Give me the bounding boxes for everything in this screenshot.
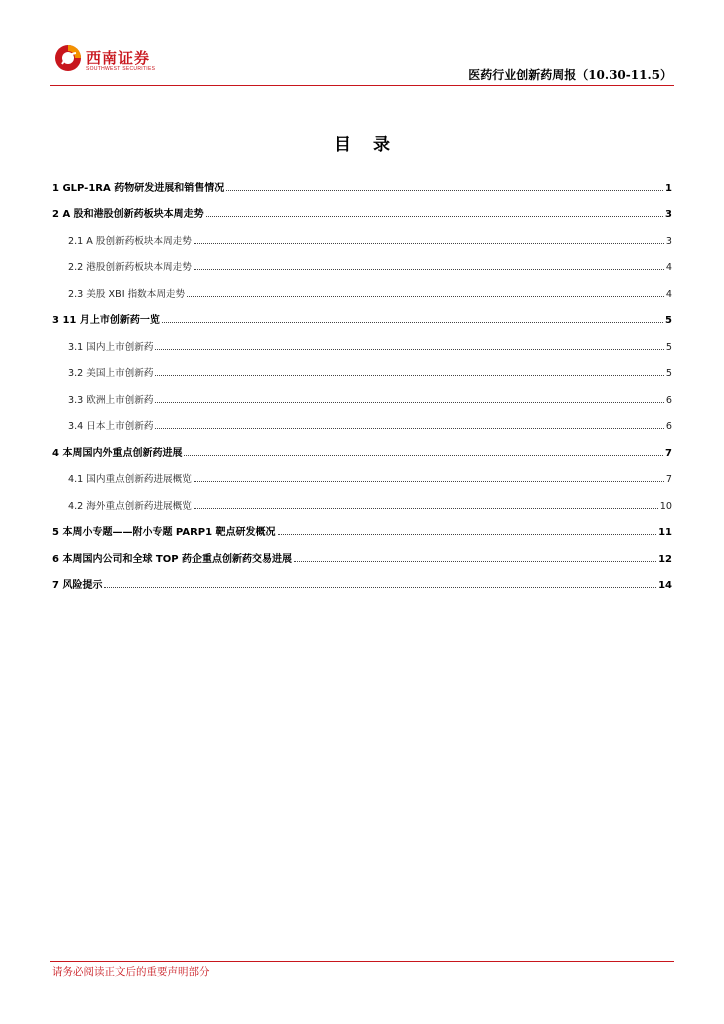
toc-leader-dots <box>155 402 663 403</box>
toc-entry-label: 4.2 海外重点创新药进展概览 <box>68 500 192 512</box>
toc-entry-label: 2.2 港股创新药板块本周走势 <box>68 262 192 273</box>
toc-entry-page: 6 <box>665 421 672 432</box>
toc-entry-page: 3 <box>665 235 672 247</box>
toc-entry-page: 6 <box>665 394 672 406</box>
toc-entry[interactable] <box>52 436 672 463</box>
toc-entry-label: 4 本周国内外重点创新药进展 <box>52 447 183 459</box>
toc-entry[interactable] <box>52 569 672 596</box>
toc-entry[interactable] <box>52 330 672 357</box>
disclaimer-notice: 请务必阅读正文后的重要声明部分 <box>52 966 210 978</box>
toc-entry-label: 3 11 月上市创新药一览 <box>52 315 160 326</box>
toc-entry[interactable] <box>52 463 672 490</box>
toc-entry-label: 2.1 A 股创新药板块本周走势 <box>68 235 192 247</box>
toc-entry-page: 4 <box>665 262 672 273</box>
toc-entry[interactable] <box>52 357 672 384</box>
toc-entry-page: 5 <box>665 341 672 353</box>
toc-entry[interactable] <box>52 251 672 278</box>
toc-entry-label: 1 GLP-1RA 药物研发进展和销售情况 <box>52 182 225 194</box>
table-of-contents <box>52 171 672 595</box>
toc-entry-label: 3.2 美国上市创新药 <box>68 368 154 379</box>
company-logo-icon <box>54 44 82 72</box>
toc-leader-dots <box>155 375 663 376</box>
toc-leader-dots <box>294 561 656 562</box>
toc-leader-dots <box>104 587 656 588</box>
toc-entry-page: 5 <box>665 368 672 379</box>
toc-entry-label: 2.3 美股 XBI 指数本周走势 <box>68 288 186 300</box>
toc-entry-label: 3.1 国内上市创新药 <box>68 341 154 353</box>
toc-entry[interactable] <box>52 489 672 516</box>
toc-leader-dots <box>184 455 663 456</box>
toc-entry-page: 7 <box>665 474 672 485</box>
toc-entry[interactable] <box>52 198 672 225</box>
toc-entry-page: 14 <box>658 580 672 591</box>
toc-entry-label: 3.3 欧洲上市创新药 <box>68 394 154 406</box>
toc-entry[interactable] <box>52 383 672 410</box>
toc-entry-label: 3.4 日本上市创新药 <box>68 421 154 432</box>
toc-entry-page: 3 <box>665 209 672 220</box>
toc-leader-dots <box>194 481 664 482</box>
logo-chinese-name: 西南证券 <box>86 49 151 67</box>
toc-leader-dots <box>278 534 657 535</box>
company-logo <box>54 44 164 76</box>
toc-entry[interactable] <box>52 410 672 437</box>
toc-entry[interactable] <box>52 224 672 251</box>
toc-entry[interactable] <box>52 277 672 304</box>
toc-entry[interactable] <box>52 171 672 198</box>
toc-entry[interactable] <box>52 542 672 569</box>
toc-entry-label: 7 风险提示 <box>52 580 103 591</box>
toc-leader-dots <box>155 428 663 429</box>
toc-entry-page: 12 <box>658 553 672 565</box>
toc-entry[interactable] <box>52 304 672 331</box>
footer-divider <box>50 961 674 962</box>
toc-leader-dots <box>187 296 664 297</box>
toc-leader-dots <box>206 216 663 217</box>
toc-entry-page: 10 <box>659 500 672 512</box>
toc-entry-page: 4 <box>665 288 672 300</box>
toc-entry-label: 4.1 国内重点创新药进展概览 <box>68 474 192 485</box>
toc-leader-dots <box>194 243 664 244</box>
toc-leader-dots <box>194 269 664 270</box>
toc-entry-page: 1 <box>665 182 672 194</box>
toc-entry-page: 5 <box>665 315 672 326</box>
toc-leader-dots <box>162 322 663 323</box>
header-divider <box>50 85 674 86</box>
toc-entry-label: 5 本周小专题——附小专题 PARP1 靶点研发概况 <box>52 527 276 538</box>
toc-leader-dots <box>194 508 658 509</box>
toc-leader-dots <box>226 190 663 191</box>
report-title: 医药行业创新药周报（10.30-11.5） <box>468 68 672 82</box>
logo-english-name: SOUTHWEST SECURITIES <box>86 66 156 72</box>
toc-entry[interactable] <box>52 516 672 543</box>
toc-entry-label: 6 本周国内公司和全球 TOP 药企重点创新药交易进展 <box>52 553 293 565</box>
toc-title: 目 录 <box>334 135 398 155</box>
toc-entry-page: 11 <box>658 527 672 538</box>
toc-leader-dots <box>155 349 663 350</box>
toc-entry-label: 2 A 股和港股创新药板块本周走势 <box>52 209 204 220</box>
toc-entry-page: 7 <box>665 447 672 459</box>
